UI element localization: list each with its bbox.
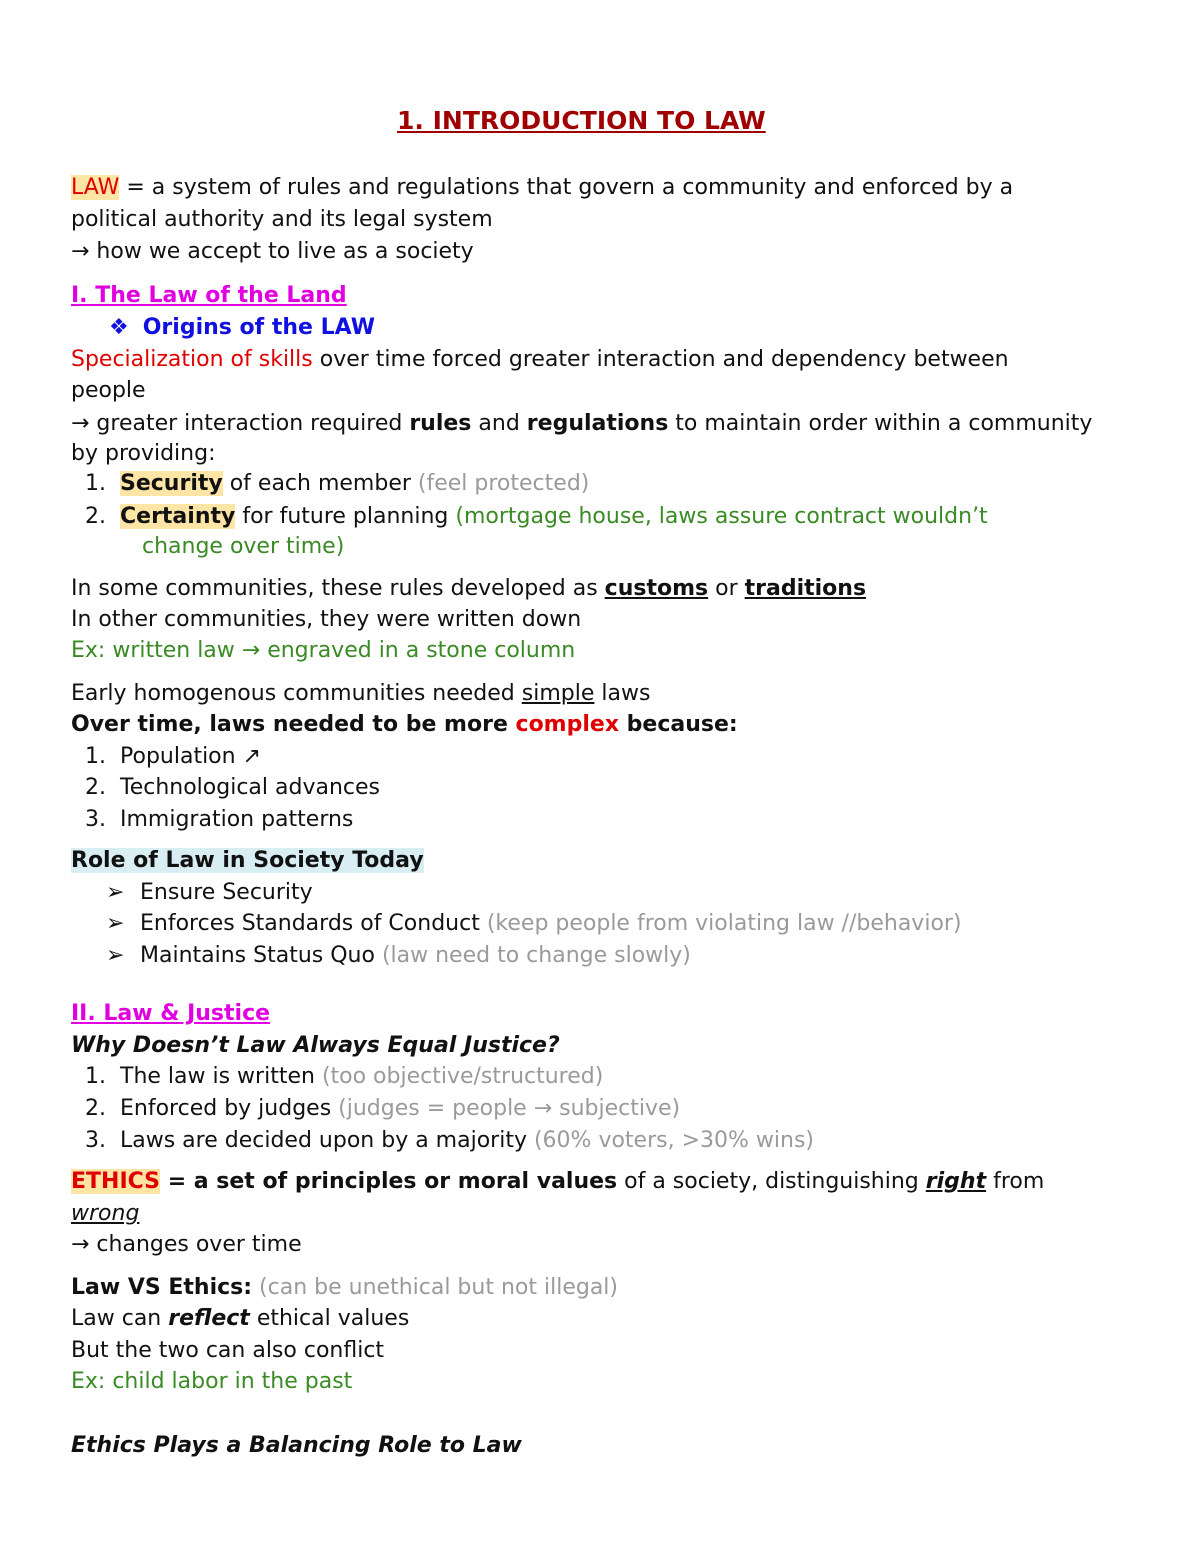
requirements-text-a: → greater interaction required xyxy=(71,411,410,436)
ethics-text: of a society, distinguishing xyxy=(617,1169,926,1194)
list-note: (law need to change slowly) xyxy=(381,943,691,968)
list-text: Technological advances xyxy=(120,775,380,800)
list-number: 2. xyxy=(85,504,106,529)
over-text-a: Over time, laws needed to be more xyxy=(71,712,516,737)
security-term: Security xyxy=(120,471,223,496)
reflect-line xyxy=(71,1306,409,1331)
early-text-a: Early homogenous communities needed xyxy=(71,681,522,706)
origins-heading-text: Origins of the LAW xyxy=(142,315,375,340)
requirements-line2: by providing: xyxy=(71,441,216,466)
list-item xyxy=(72,1128,814,1153)
specialization-line2: people xyxy=(71,378,146,403)
law-definition-line2: political authority and its legal system xyxy=(71,207,493,232)
requirements-and: and xyxy=(471,411,527,436)
list-number: 1. xyxy=(85,744,106,769)
section2-heading: II. Law & Justice xyxy=(71,1001,271,1026)
law-term: LAW xyxy=(71,175,120,200)
list-text: of each member xyxy=(222,471,418,496)
list-text: Enforced by judges xyxy=(120,1096,339,1121)
certainty-term: Certainty xyxy=(120,504,236,529)
example-line: Ex: child labor in the past xyxy=(71,1369,353,1394)
law-definition-text: = a system of rules and regulations that govern a community and enforced by a xyxy=(119,175,1014,200)
list-text: Laws are decided upon by a majority xyxy=(120,1128,534,1153)
specialization-term: Specialization of skills xyxy=(71,347,313,372)
conflict-line: But the two can also conflict xyxy=(71,1338,385,1363)
early-text-b: laws xyxy=(594,681,651,706)
list-note: (too objective/structured) xyxy=(321,1064,604,1089)
list-text: Immigration patterns xyxy=(120,807,354,832)
list-text: Population ↗ xyxy=(120,744,262,769)
list-number: 3. xyxy=(85,807,106,832)
list-note: (feel protected) xyxy=(417,471,590,496)
list-note: (keep people from violating law //behavior) xyxy=(486,911,962,936)
over-time-line xyxy=(71,712,738,737)
diamond-bullet-icon: ❖ xyxy=(109,315,129,340)
list-text: The law is written xyxy=(120,1064,322,1089)
early-line xyxy=(71,681,650,706)
customs-term: customs xyxy=(604,576,709,601)
list-item xyxy=(72,1096,680,1121)
over-text-b: because: xyxy=(619,712,738,737)
list-item xyxy=(106,880,313,905)
law-vs-ethics-term: Law VS Ethics: xyxy=(71,1275,253,1300)
list-text: for future planning xyxy=(235,504,456,529)
law-definition-line1 xyxy=(71,175,1013,200)
arrow-bullet-icon: ➢ xyxy=(106,911,125,936)
ethics-changes-line: → changes over time xyxy=(71,1232,302,1257)
arrow-bullet-icon: ➢ xyxy=(106,943,125,968)
written-line: In other communities, they were written down xyxy=(71,607,582,632)
list-note-continued: change over time) xyxy=(142,534,345,559)
ethics-eq: = a set of principles or xyxy=(160,1169,458,1194)
rules-term: rules xyxy=(409,411,472,436)
traditions-term: traditions xyxy=(744,576,867,601)
right-term: right xyxy=(925,1169,987,1194)
list-item xyxy=(106,943,691,968)
list-item xyxy=(106,911,962,936)
arrow-bullet-icon: ➢ xyxy=(106,880,125,905)
customs-text: In some communities, these rules developed as xyxy=(71,576,605,601)
list-text: Enforces Standards of Conduct xyxy=(140,911,487,936)
moral-values-term: moral values xyxy=(457,1169,618,1194)
ethics-term: ETHICS xyxy=(71,1169,161,1194)
list-note: (mortgage house, laws assure contract wouldn’t xyxy=(455,504,988,529)
list-item xyxy=(72,744,261,769)
specialization-text: over time forced greater interaction and dependency between xyxy=(312,347,1009,372)
list-item xyxy=(72,807,353,832)
list-number: 2. xyxy=(85,775,106,800)
list-item xyxy=(72,504,988,529)
page-title: 1. INTRODUCTION TO LAW xyxy=(397,106,766,135)
list-item xyxy=(72,775,380,800)
list-text: Maintains Status Quo xyxy=(140,943,382,968)
origins-heading xyxy=(109,315,375,340)
list-text: Ensure Security xyxy=(140,880,313,905)
law-definition-line3: → how we accept to live as a society xyxy=(71,239,474,264)
list-item xyxy=(72,471,589,496)
list-note: (judges = people → subjective) xyxy=(338,1096,681,1121)
simple-term: simple xyxy=(521,681,595,706)
section1-heading: I. The Law of the Land xyxy=(71,283,347,308)
ethics-definition-line1 xyxy=(71,1169,1044,1194)
law-vs-ethics-note: (can be unethical but not illegal) xyxy=(252,1275,618,1300)
example-line: Ex: written law → engraved in a stone column xyxy=(71,638,576,663)
specialization-line1 xyxy=(71,347,1009,372)
role-heading: Role of Law in Society Today xyxy=(71,848,424,873)
wrong-term: wrong xyxy=(71,1201,140,1226)
complex-term: complex xyxy=(515,712,620,737)
balancing-heading: Ethics Plays a Balancing Role to Law xyxy=(71,1433,522,1458)
customs-line xyxy=(71,576,866,601)
list-number: 3. xyxy=(85,1128,106,1153)
justice-question: Why Doesn’t Law Always Equal Justice? xyxy=(71,1033,560,1058)
reflect-text-b: ethical values xyxy=(249,1306,410,1331)
list-note: (60% voters, >30% wins) xyxy=(533,1128,814,1153)
customs-or: or xyxy=(708,576,745,601)
list-number: 1. xyxy=(85,1064,106,1089)
regulations-term: regulations xyxy=(526,411,669,436)
reflect-text-a: Law can xyxy=(71,1306,169,1331)
list-number: 1. xyxy=(85,471,106,496)
reflect-term: reflect xyxy=(168,1306,250,1331)
requirements-line1 xyxy=(71,411,1092,436)
list-item xyxy=(72,1064,603,1089)
list-number: 2. xyxy=(85,1096,106,1121)
law-vs-ethics-line xyxy=(71,1275,618,1300)
ethics-from: from xyxy=(986,1169,1045,1194)
requirements-text-b: to maintain order within a community xyxy=(668,411,1093,436)
